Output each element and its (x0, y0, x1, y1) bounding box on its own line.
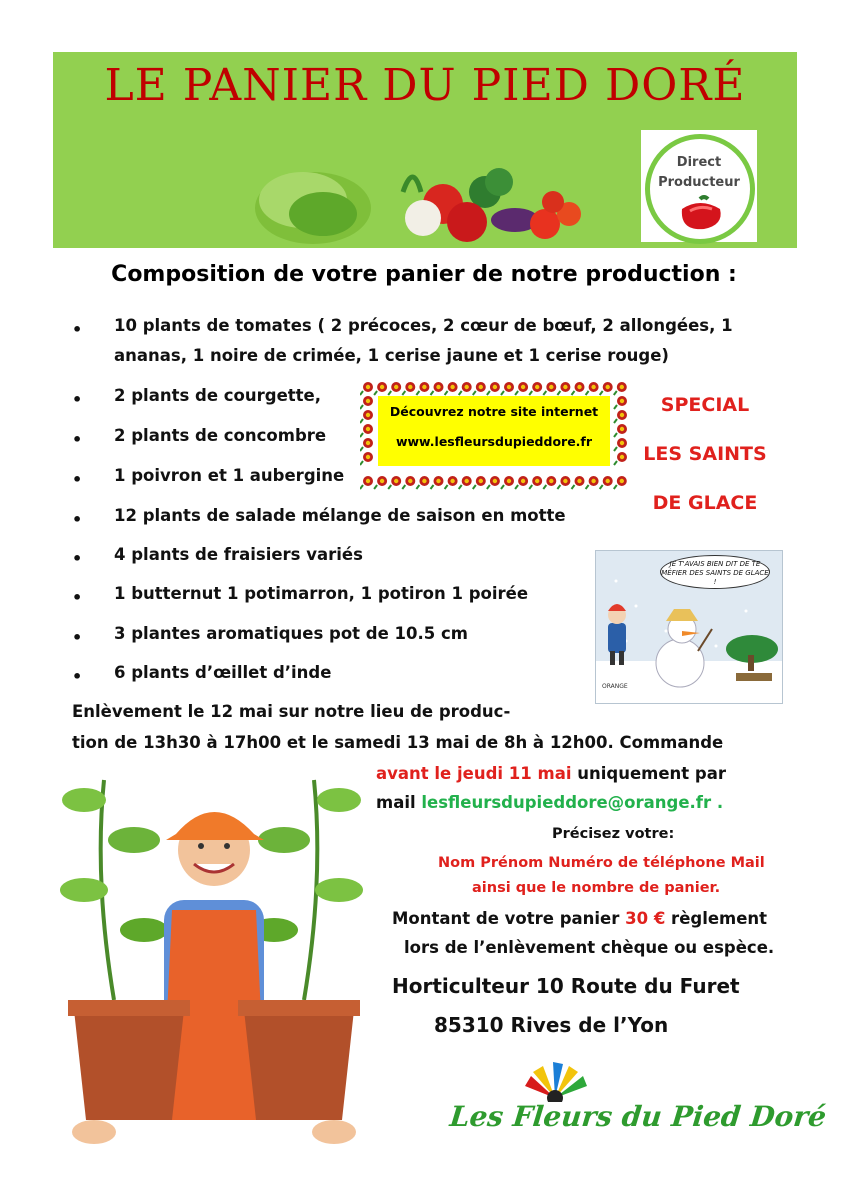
border-flower-icon (614, 382, 627, 395)
special-line-2: LES SAINTS (643, 443, 767, 465)
direct-producer-badge (641, 130, 757, 242)
list-item: 3 plantes aromatiques pot de 10.5 cm (114, 624, 468, 643)
border-flower-icon (557, 382, 570, 395)
list-bullet: • (72, 588, 83, 607)
mail-suffix: . (711, 793, 724, 812)
border-flower-icon (360, 476, 373, 489)
list-item: 10 plants de tomates ( 2 précoces, 2 cœur de bœuf, 2 allongées, 1 (114, 316, 733, 335)
website-caption: Découvrez notre site internet (389, 404, 599, 419)
border-flower-icon (459, 476, 472, 489)
sunflower-logo-icon (520, 1058, 590, 1102)
vegetables-illustration (253, 152, 583, 248)
border-flower-icon (614, 424, 627, 437)
list-item: 1 poivron et 1 aubergine (114, 466, 345, 485)
border-flower-icon (557, 476, 570, 489)
border-flower-icon (473, 476, 486, 489)
border-flower-icon (572, 382, 585, 395)
list-bullet: • (72, 628, 83, 647)
basket-price: 30 € (625, 909, 666, 928)
saints-de-glace-cartoon (595, 550, 783, 704)
border-flower-icon (600, 476, 613, 489)
list-bullet: • (72, 320, 83, 339)
badge-line-2: Producteur (658, 175, 740, 190)
list-item: 2 plants de concombre (114, 426, 327, 445)
list-item: 12 plants de salade mélange de saison en motte (114, 506, 566, 525)
border-flower-icon (360, 452, 373, 465)
list-bullet: • (72, 667, 83, 686)
basket-count-note: ainsi que le nombre de panier. (472, 880, 721, 896)
website-url-link[interactable]: www.lesfleursdupieddore.fr (395, 434, 593, 449)
border-flower-icon (515, 382, 528, 395)
list-bullet: • (72, 470, 83, 489)
border-flower-icon (445, 382, 458, 395)
border-flower-icon (614, 396, 627, 409)
border-flower-icon (360, 424, 373, 437)
list-item: 4 plants de fraisiers variés (114, 545, 363, 564)
border-flower-icon (614, 452, 627, 465)
border-flower-icon (501, 382, 514, 395)
border-flower-icon (529, 476, 542, 489)
border-flower-icon (445, 476, 458, 489)
gardener-illustration (54, 760, 374, 1160)
border-flower-icon (402, 476, 415, 489)
required-fields: Nom Prénom Numéro de téléphone Mail (438, 855, 765, 871)
list-bullet: • (72, 430, 83, 449)
list-bullet: • (72, 510, 83, 529)
special-line-1: SPECIAL (660, 394, 750, 416)
border-flower-icon (529, 382, 542, 395)
border-flower-icon (374, 382, 387, 395)
website-box[interactable] (378, 396, 610, 466)
border-flower-icon (360, 410, 373, 423)
border-flower-icon (515, 476, 528, 489)
border-flower-icon (614, 476, 627, 489)
border-flower-icon (431, 382, 444, 395)
border-flower-icon (586, 382, 599, 395)
border-flower-icon (416, 476, 429, 489)
border-flower-icon (360, 396, 373, 409)
address-line-1: Horticulteur 10 Route du Furet (392, 974, 740, 998)
border-flower-icon (600, 382, 613, 395)
specify-label: Précisez votre: (552, 826, 675, 842)
cartoon-speech-bubble: JE T'AVAIS BIEN DIT DE TE MÉFIER DES SAINTS DE GLACE ! (660, 555, 770, 589)
list-item: 2 plants de courgette, (114, 386, 322, 405)
border-flower-icon (360, 382, 373, 395)
border-flower-icon (431, 476, 444, 489)
order-line (376, 764, 726, 783)
pickup-text-line-2: tion de 13h30 à 17h00 et le samedi 13 mai de 8h à 12h00. Commande (72, 733, 724, 752)
amount-suffix: règlement (665, 909, 768, 928)
payment-line: lors de l’enlèvement chèque ou espèce. (404, 938, 775, 957)
border-flower-icon (501, 476, 514, 489)
list-item-continuation: ananas, 1 noire de crimée, 1 cerise jaune et 1 cerise rouge) (114, 346, 669, 365)
border-flower-icon (543, 382, 556, 395)
order-deadline: avant le jeudi 11 mai (376, 764, 572, 783)
composition-heading: Composition de votre panier de notre production : (111, 262, 737, 287)
mail-line (376, 793, 723, 812)
border-flower-icon (614, 438, 627, 451)
border-flower-icon (614, 410, 627, 423)
list-item: 1 butternut 1 potimarron, 1 potiron 1 poirée (114, 584, 529, 603)
special-line-3: DE GLACE (652, 492, 758, 514)
mail-prefix: mail (376, 793, 422, 812)
border-flower-icon (388, 476, 401, 489)
pickup-text-line-1: Enlèvement le 12 mai sur notre lieu de produc- (72, 702, 511, 721)
border-flower-icon (586, 476, 599, 489)
border-flower-icon (487, 476, 500, 489)
border-flower-icon (572, 476, 585, 489)
border-flower-icon (487, 382, 500, 395)
address-line-2: 85310 Rives de l’Yon (434, 1013, 669, 1037)
border-flower-icon (360, 438, 373, 451)
badge-line-1: Direct (676, 155, 722, 170)
brand-logo-text: Les Fleurs du Pied Doré (448, 1100, 828, 1133)
pepper-icon (676, 195, 724, 231)
list-bullet: • (72, 390, 83, 409)
list-bullet: • (72, 549, 83, 568)
amount-line (392, 909, 767, 928)
border-flower-icon (374, 476, 387, 489)
border-flower-icon (543, 476, 556, 489)
header-banner (53, 52, 797, 248)
border-flower-icon (402, 382, 415, 395)
border-flower-icon (459, 382, 472, 395)
list-item: 6 plants d’œillet d’inde (114, 663, 332, 682)
border-flower-icon (473, 382, 486, 395)
order-only-text: uniquement par (571, 764, 726, 783)
border-flower-icon (388, 382, 401, 395)
email-link[interactable]: lesfleursdupieddore@orange.fr (421, 793, 712, 812)
border-flower-icon (416, 382, 429, 395)
cartoon-signature: ORANGE (602, 683, 628, 690)
amount-prefix: Montant de votre panier (392, 909, 626, 928)
page-title: LE PANIER DU PIED DORÉ (104, 60, 746, 111)
